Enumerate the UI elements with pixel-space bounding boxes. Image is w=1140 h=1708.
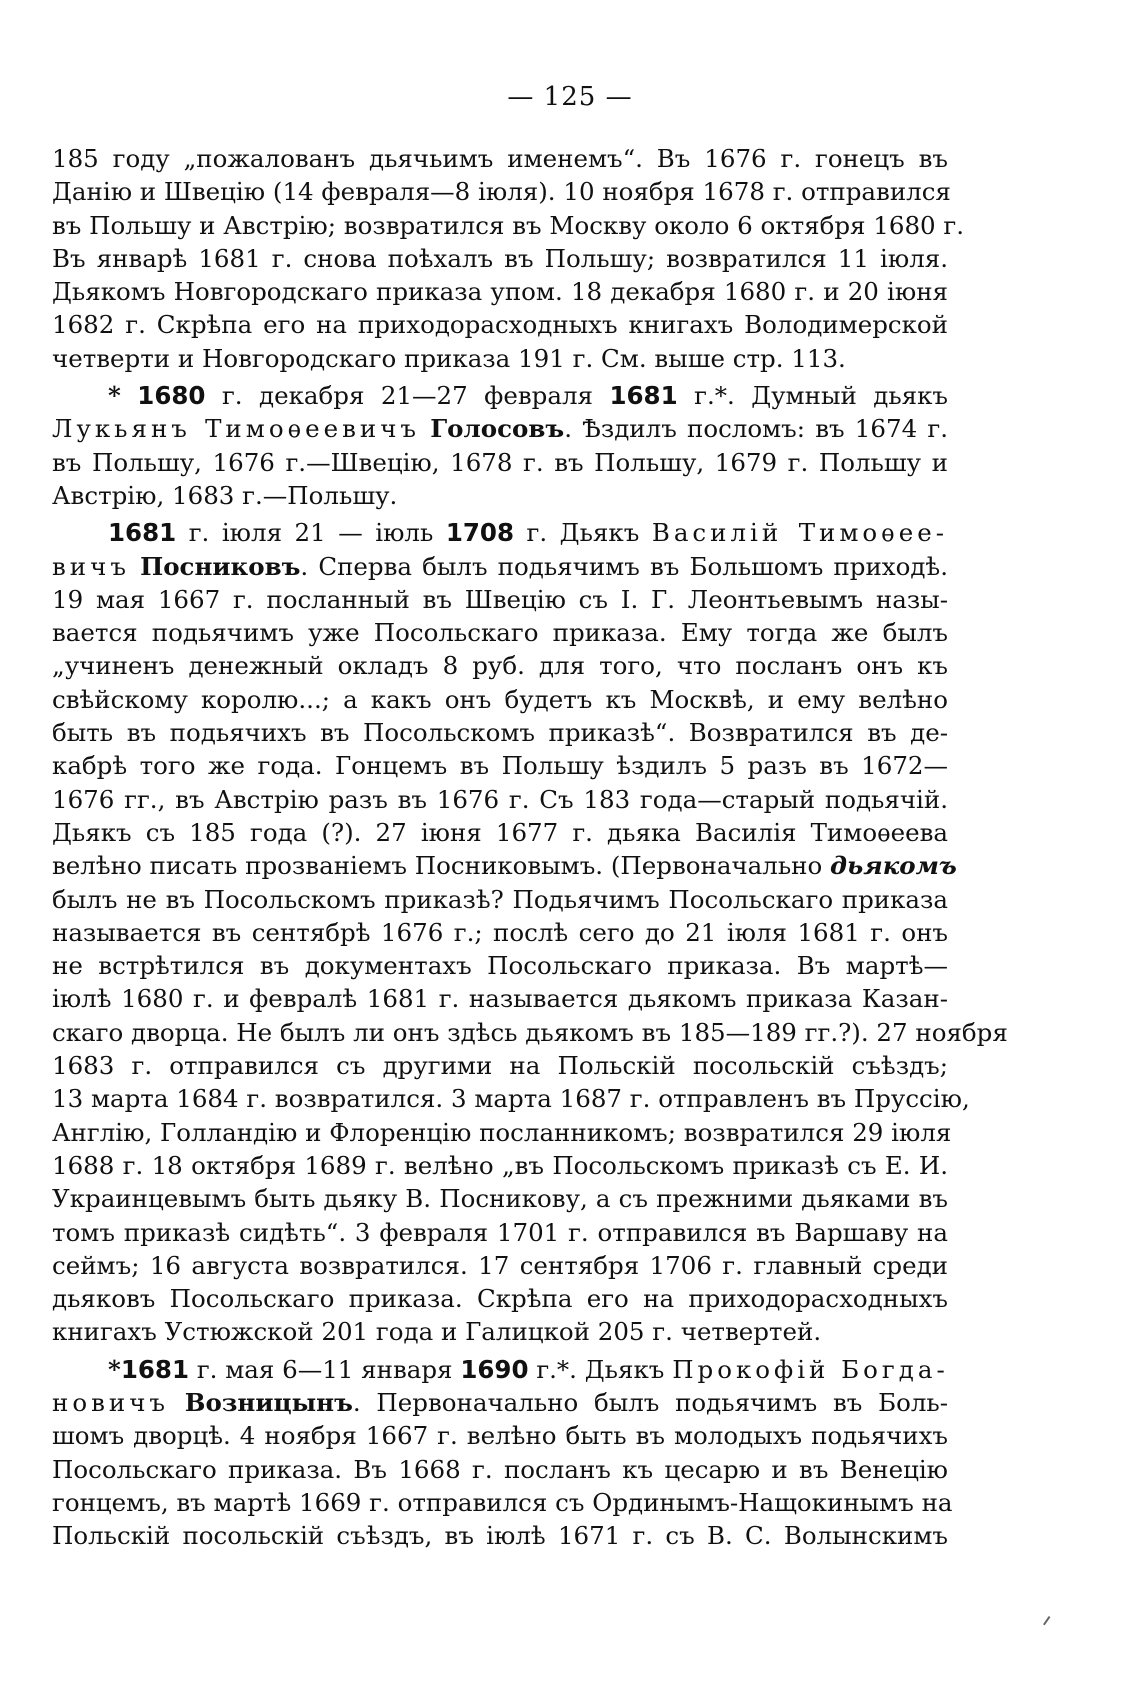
text-line: [52, 849, 957, 882]
text-line: называется въ сентябрѣ 1676 г.; послѣ сего до 21 іюля 1681 г. онъ: [52, 917, 948, 947]
year-start: 1681: [120, 1354, 190, 1384]
text-line: [52, 550, 948, 583]
text-line: скаго дворца. Не былъ ли онъ здѣсь дьякомъ въ 185—189 гг.?). 27 ноября: [52, 1017, 1008, 1047]
text-line: 1683 г. отправился съ другими на Польскій посольскій съѣздъ;: [52, 1051, 948, 1081]
scan-speck-mark: [1043, 1616, 1057, 1630]
person-name: Лукьянъ Тимоѳеевичъ: [52, 414, 421, 444]
text-line: Въ январѣ 1681 г. снова поѣхалъ въ Польшу; возвратился 11 іюля.: [52, 243, 948, 273]
text-line: кабрѣ того же года. Гонцемъ въ Польшу ѣздилъ 5 разъ въ 1672—: [52, 751, 948, 781]
page-body: [52, 142, 1008, 1556]
person-name: Василій Тимоѳее-: [651, 518, 948, 548]
text-line: 19 мая 1667 г. посланный въ Швецію съ І. Г. Леонтьевымъ назы-: [52, 584, 948, 614]
person-surname: Голосовъ: [430, 414, 565, 444]
text-line: въ Польшу, 1676 г.—Швецію, 1678 г. въ Польшу, 1679 г. Польшу и: [52, 447, 948, 477]
asterisk-mark: *: [108, 381, 121, 411]
text-line: не встрѣтился въ документахъ Посольскаго приказа. Въ мартѣ—: [52, 951, 948, 981]
asterisk-mark: *: [108, 1354, 121, 1384]
title-text: г. Дьякъ: [526, 518, 640, 548]
entry-heading-line: [52, 1353, 948, 1386]
year-end: 1708: [445, 518, 515, 548]
text-line: быть въ подьячихъ въ Посольскомъ приказѣ“. Возвратился въ де-: [52, 718, 948, 748]
paragraph-continued: [52, 142, 965, 375]
text-line: сеймъ; 16 августа возвратился. 17 сентября 1706 г. главный среди: [52, 1250, 948, 1280]
person-name: вичъ: [52, 551, 130, 581]
title-text: г.*. Думный дьякъ: [694, 381, 949, 411]
page-number: — 125 —: [507, 82, 633, 112]
paragraph-golosov: [52, 379, 948, 512]
text-rest: . Первоначально былъ подьячимъ въ Боль-: [352, 1387, 948, 1417]
text-line: Австрію, 1683 г.—Польшу.: [52, 480, 398, 510]
date-range: г. декабря 21—27 февраля: [221, 381, 593, 411]
text-rest: . Ѣздилъ посломъ: въ 1674 г.: [564, 414, 948, 444]
text-line: свѣйскому королю...; а какъ онъ будетъ къ Москвѣ, и ему велѣно: [52, 684, 948, 714]
text-line: былъ не въ Посольскомъ приказѣ? Подьячимъ Посольскаго приказа: [52, 884, 948, 914]
text-line: Дьякъ съ 185 года (?). 27 іюня 1677 г. дьяка Василія Тимоѳеева: [52, 817, 948, 847]
text-line: 185 году „пожалованъ дьячьимъ именемъ“. Въ 1676 г. гонецъ въ: [52, 144, 948, 173]
text-line: Дьякомъ Новгородскаго приказа упом. 18 декабря 1680 г. и 20 іюня: [52, 277, 948, 307]
text-line: [52, 412, 948, 445]
entry-heading-line: [52, 516, 948, 549]
paragraph-voznitsyn: [52, 1353, 953, 1553]
person-name: новичъ: [52, 1387, 169, 1417]
text-line: гонцемъ, въ мартѣ 1669 г. отправился съ Ординымъ-Нащокинымъ на: [52, 1487, 953, 1517]
text-line: Украинцевымъ быть дьяку В. Посникову, а съ прежними дьяками въ: [52, 1184, 948, 1214]
person-surname: Посниковъ: [140, 551, 301, 581]
text-rest: . Сперва былъ подьячимъ въ Большомъ приходѣ.: [300, 551, 948, 581]
text-line: Данію и Швецію (14 февраля—8 іюля). 10 ноября 1678 г. отправился: [52, 177, 951, 207]
person-name: Прокофій Богда-: [672, 1354, 949, 1384]
text-line: „учиненъ денежный окладъ 8 руб. для того, что посланъ онъ къ: [52, 651, 948, 681]
text-line: вается подьячимъ уже Посольскаго приказа. Ему тогда же былъ: [52, 618, 948, 648]
entry-heading-line: [52, 379, 948, 412]
text-line: 1676 гг., въ Австрію разъ въ 1676 г. Съ 183 года—старый подьячій.: [52, 784, 948, 814]
text-line: [52, 1386, 948, 1419]
date-range: г. мая 6—11 января: [196, 1354, 453, 1384]
text-line: томъ приказѣ сидѣть“. 3 февраля 1701 г. отправился въ Варшаву на: [52, 1217, 948, 1247]
text-line: 1682 г. Скрѣпа его на приходорасходныхъ книгахъ Володимерской: [52, 310, 948, 340]
year-end: 1681: [609, 381, 678, 411]
text-part: велѣно писать прозваніемъ Посниковымъ. (Первоначально: [52, 851, 823, 881]
text-line: дьяковъ Посольскаго приказа. Скрѣпа его на приходорасходныхъ: [52, 1284, 948, 1314]
text-line: Англію, Голландію и Флоренцію посланникомъ; возвратился 29 іюля: [52, 1117, 952, 1147]
text-line: 1688 г. 18 октября 1689 г. велѣно „въ Посольскомъ приказѣ съ Е. И.: [52, 1150, 948, 1180]
text-line: Польскій посольскій съѣздъ, въ іюлѣ 1671 г. съ В. С. Волынскимъ: [52, 1521, 948, 1551]
italic-word: дьякомъ: [830, 851, 957, 881]
text-line: четверти и Новгородскаго приказа 191 г. См. выше стр. 113.: [52, 343, 846, 373]
text-line: іюлѣ 1680 г. и февралѣ 1681 г. называется дьякомъ приказа Казан-: [52, 984, 948, 1014]
paragraph-posnikov: [52, 516, 1008, 1348]
text-line: шомъ дворцѣ. 4 ноября 1667 г. велѣно быть въ молодыхъ подьячихъ: [52, 1421, 948, 1451]
date-range: г. іюля 21 — іюль: [188, 518, 434, 548]
year-end: 1690: [460, 1354, 529, 1384]
year-start: 1681: [108, 518, 177, 548]
text-line: книгахъ Устюжской 201 года и Галицкой 205 г. четвертей.: [52, 1317, 822, 1347]
person-surname: Возницынъ: [184, 1387, 353, 1417]
text-line: въ Польшу и Австрію; возвратился въ Москву около 6 октября 1680 г.: [52, 210, 965, 240]
year-start: 1680: [137, 381, 206, 411]
text-line: 13 марта 1684 г. возвратился. 3 марта 1687 г. отправленъ въ Пруссію,: [52, 1084, 970, 1114]
title-text: г.*. Дьякъ: [536, 1354, 665, 1384]
text-line: Посольскаго приказа. Въ 1668 г. посланъ къ цесарю и въ Венецію: [52, 1454, 948, 1484]
